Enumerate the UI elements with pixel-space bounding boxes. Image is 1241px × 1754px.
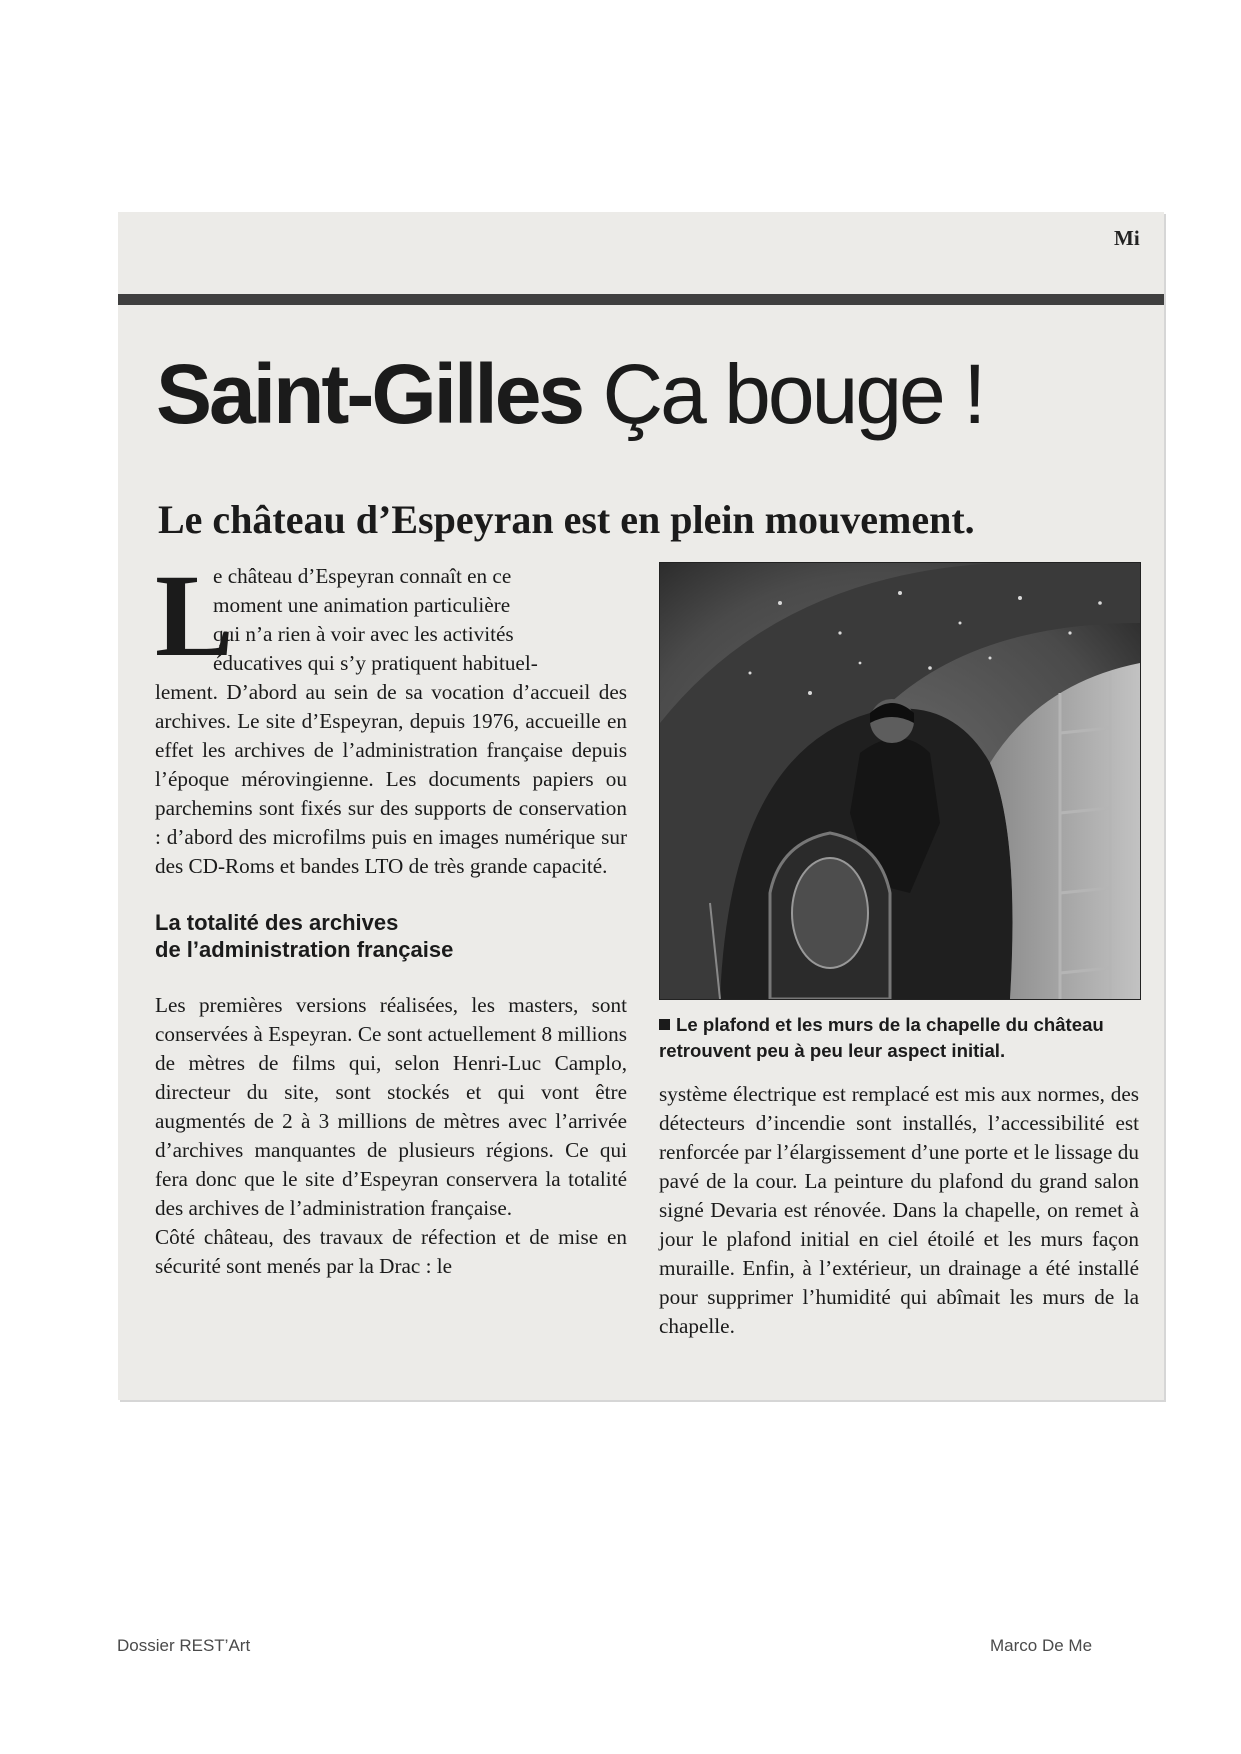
- intro-paragraph: [155, 550, 627, 881]
- works-paragraph: Côté château, des travaux de réfection et de mise en sécurité sont menés par la Drac : le: [155, 1225, 627, 1278]
- footer-dossier-label: Dossier REST’Art: [117, 1636, 251, 1655]
- intro-line: moment une animation particulière: [213, 593, 511, 617]
- masthead-rule: [118, 294, 1164, 305]
- intro-line: qui n’a rien à voir avec les activités: [213, 622, 514, 646]
- photo-caption: [659, 1012, 1139, 1064]
- chapel-photo-illustration: [660, 563, 1140, 999]
- right-column: [659, 562, 1139, 1341]
- left-column: [155, 550, 627, 1281]
- article-subtitle: Le château d’Espeyran est en plein mouvement.: [158, 497, 975, 542]
- intro-line: éducatives qui s’y pratiquent habituel-: [213, 651, 538, 675]
- section-heading-line: La totalité des archives: [155, 910, 399, 935]
- headline-tagline: Ça bouge !: [602, 347, 984, 441]
- masthead-fragment: Mi: [1114, 226, 1140, 250]
- section-heading-line: de l’administration française: [155, 937, 454, 962]
- newspaper-clipping: [118, 212, 1164, 1400]
- footer-author: Marco De Me: [990, 1636, 1093, 1655]
- intro-line: e château d’Espeyran connaît en ce: [213, 564, 512, 588]
- intro-continuation: lement. D’abord au sein de sa vocation d’accueil des archives. Le site d’Espeyran, depuis 1976, accueille en effet les archives de l’administration française depuis l’époque mérovingienne. Les documents papiers ou parchemins sont fixés sur des supports de conservation : d’abord des microfilms puis en images numérique sur des CD-Roms et bandes LTO de très grande capacité.: [155, 680, 627, 878]
- section-heading: [155, 909, 627, 963]
- headline-place: Saint-Gilles: [156, 347, 583, 441]
- restoration-paragraph: système électrique est remplacé est mis aux normes, des détecteurs d’incendie sont installés, l’accessibilité est renforcée par l’élargissement d’une porte et le lissage du pavé de la cour. La peinture du plafond du grand salon signé Devaria est rénovée. Dans la chapelle, on remet à jour le plafond initial en ciel étoilé et les murs façon muraille. Enfin, à l’extérieur, un drainage a été installé pour supprimer l’humidité qui abîmait les murs de la chapelle.: [659, 1082, 1139, 1338]
- drop-cap: L: [155, 550, 234, 681]
- caption-text: Le plafond et les murs de la chapelle du château retrouvent peu à peu leur aspect initial.: [659, 1014, 1104, 1061]
- chapel-photo: [659, 562, 1141, 1000]
- headline: [156, 346, 983, 442]
- caption-bullet-icon: [659, 1019, 670, 1030]
- archives-paragraph: Les premières versions réalisées, les masters, sont conservées à Espeyran. Ce sont actuellement 8 millions de mètres de films qui, selon Henri-Luc Camplo, directeur du site, sont stockés et qui vont être augmentés de 2 à 3 millions de mètres avec l’arrivée d’archives manquantes de plusieurs régions. Ce qui fera donc que le site d’Espeyran conservera la totalité des archives de l’administration française.: [155, 993, 627, 1220]
